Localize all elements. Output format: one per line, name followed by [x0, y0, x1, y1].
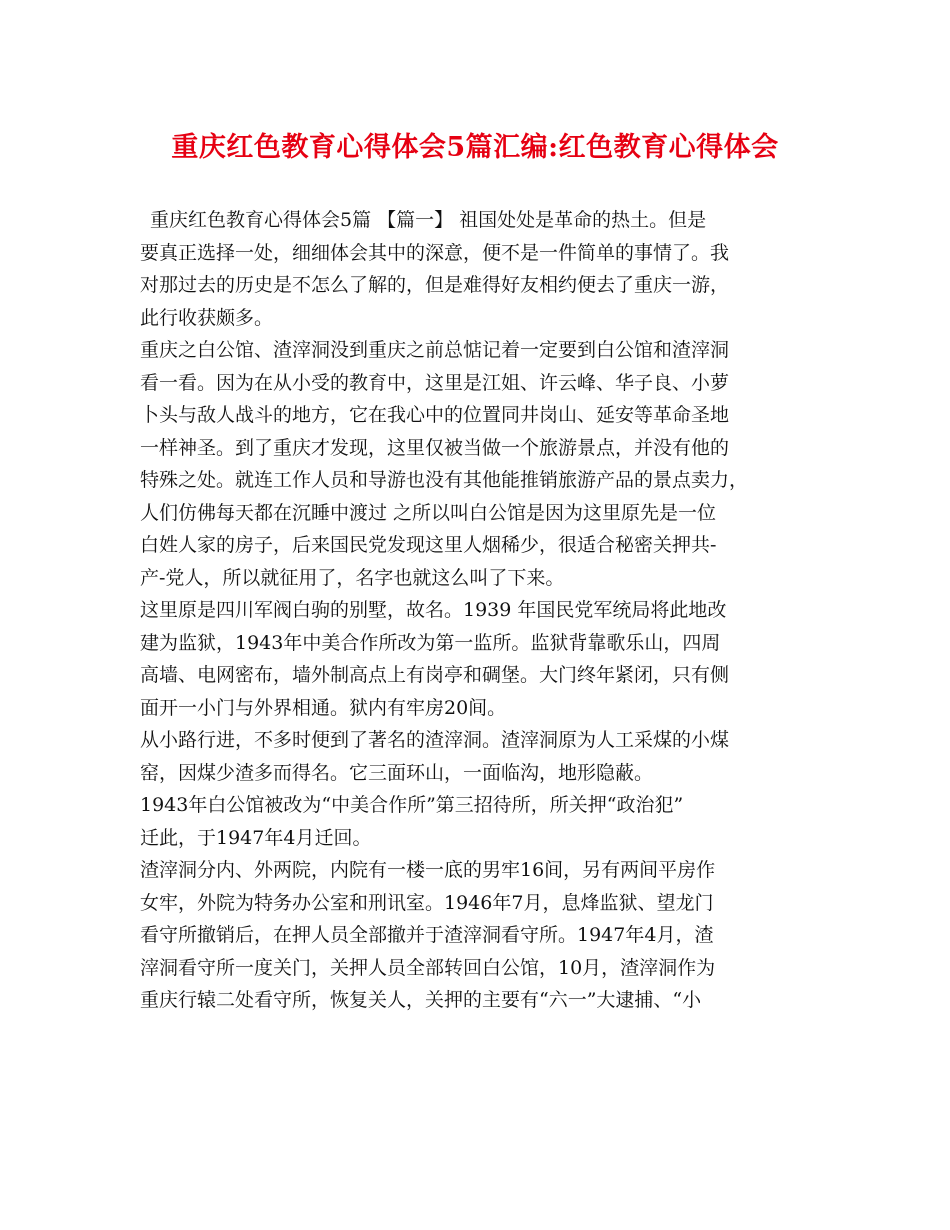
text-line: 这里原是四川军阀白驹的别墅，故名。1939 年国民党军统局将此地改	[140, 599, 727, 621]
text-line: 重庆行辕二处看守所，恢复关人，关押的主要有“六一”大逮捕、“小	[140, 989, 702, 1011]
text-line: 要真正选择一处，细细体会其中的深意，便不是一件简单的事情了。我	[140, 241, 730, 264]
paragraph-2	[140, 334, 812, 594]
text-line: 卜头与敌人战斗的地方，它在我心中的位置同井岗山、延安等革命圣地	[140, 404, 730, 426]
text-line: 产-党人，所以就征用了，名字也就这么叫了下来。	[140, 566, 565, 589]
text-line: 重庆红色教育心得体会5篇 【篇一】 祖国处处是革命的热土。但是	[150, 209, 707, 231]
text-line: 看守所撤销后，在押人员全部撤并于渣滓洞看守所。1947年4月，渣	[140, 924, 714, 946]
text-line: 女牢，外院为特务办公室和刑讯室。1946年7月，息烽监狱、望龙门	[140, 891, 714, 914]
text-line: 一样神圣。到了重庆才发现，这里仅被当做一个旅游景点，并没有他的	[140, 436, 730, 459]
text-line: 窑，因煤少渣多而得名。它三面环山，一面临沟，地形隐蔽。	[140, 761, 654, 784]
paragraph-1	[140, 204, 812, 334]
text-line: 从小路行进，不多时便到了著名的渣滓洞。渣滓洞原为人工采煤的小煤	[140, 729, 730, 751]
text-line: 高墙、电网密布，墙外制高点上有岗亭和碉堡。大门终年紧闭，只有侧	[140, 664, 730, 686]
paragraph-6	[140, 854, 812, 1017]
text-line: 重庆之白公馆、渣滓洞没到重庆之前总惦记着一定要到白公馆和渣滓洞	[140, 339, 730, 361]
text-line: 面开一小门与外界相通。狱内有牢房20间。	[140, 696, 507, 719]
text-line: 滓洞看守所一度关门，关押人员全部转回白公馆，10月，渣滓洞作为	[140, 956, 716, 979]
text-line: 1943年白公馆被改为“中美合作所”第三招待所，所关押“政治犯”	[140, 794, 684, 816]
text-line: 看一看。因为在从小受的教育中，这里是江姐、许云峰、华子良、小萝	[140, 371, 730, 394]
text-line: 此行收获颇多。	[140, 306, 274, 329]
document-title: 重庆红色教育心得体会5篇汇编:红色教育心得体会	[171, 132, 779, 163]
text-line: 迁此，于1947年4月迁回。	[140, 826, 372, 849]
text-line: 特殊之处。就连工作人员和导游也没有其他能推销旅游产品的景点卖力，	[140, 469, 749, 491]
text-line: 对那过去的历史是不怎么了解的，但是难得好友相约便去了重庆一游，	[140, 274, 730, 296]
text-line: 人们仿佛每天都在沉睡中渡过 之所以叫白公馆是因为这里原先是一位	[140, 501, 717, 524]
paragraph-4	[140, 724, 812, 789]
paragraph-5	[140, 789, 812, 854]
paragraph-3	[140, 594, 812, 724]
text-line: 建为监狱，1943年中美合作所改为第一监所。监狱背靠歌乐山，四周	[140, 631, 721, 654]
text-line: 白姓人家的房子，后来国民党发现这里人烟稀少，很适合秘密关押共-	[140, 534, 717, 556]
text-line: 渣滓洞分内、外两院，内院有一楼一底的男牢16间，另有两间平房作	[140, 859, 716, 881]
document-body	[140, 204, 812, 1017]
